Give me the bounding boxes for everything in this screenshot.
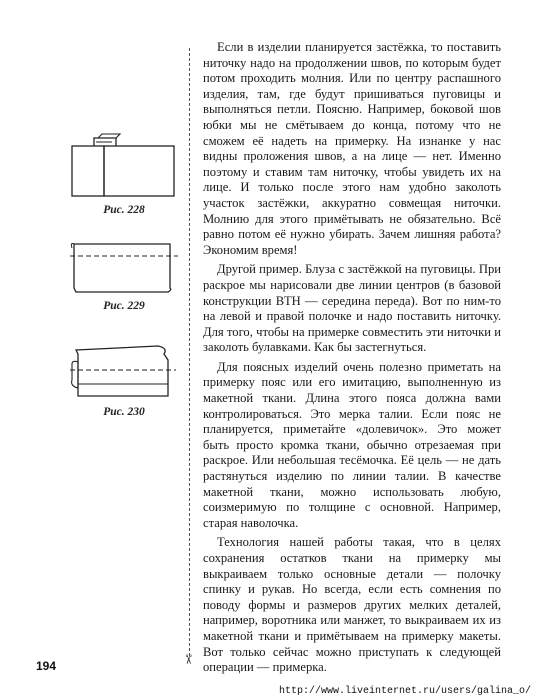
figure-228-drawing [68,130,180,202]
main-text-column [203,40,501,680]
paragraph: Технология нашей работы такая, что в целях сохранения остатков ткани на примерку мы выкраиваем только основные детали — полочку спинку и рукав. Но всегда, если есть сомнения по поводу формы и размеров других мелких деталей, например, воротника или манжет, то выкраиваем их из макетной ткани и примётываем на примерку макеты. Вот только сейчас можно приступать к следующей операции — примерка. [203,535,501,675]
figure-caption: Рис. 229 [103,300,145,312]
figure-228 [68,130,180,216]
figure-230-drawing [68,340,180,404]
figure-229 [68,236,180,312]
scissors-icon: ✂ [179,654,195,665]
dashed-cut-line [189,48,190,656]
figure-229-drawing [68,236,180,298]
paragraph: Другой пример. Блуза с застёжкой на пуговицы. При раскрое мы нарисовали две линии центров (в базовой конструкции ВТН — середина переда). Вот по ним-то на левой и правой полочке и надо поставить ниточку. Для того, чтобы на примерке совместить эти ниточки и заколоть булавками. Как бы застегнуться. [203,262,501,355]
page-number: 194 [36,659,57,673]
watermark-url: http://www.liveinternet.ru/users/galina_o/ [278,686,531,697]
figure-caption: Рис. 230 [103,406,145,418]
figure-caption: Рис. 228 [103,204,145,216]
paragraph: Если в изделии планируется застёжка, то поставить ниточку надо на продолжении швов, по которым будет потом проходить молния. Или по центру распашного изделия, там, где будут пришиваться пуговицы и выполняться петли. Поясню. Например, боковой шов юбки мы не смётываем до конца, потому что не сможем её надеть на примерку. На изнанке у нас видны проложения швов, а на лице — нет. Именно поэтому и ставим там ниточку, чтобы увидеть их на лице. И только после этого нам удобно заколоть участок застёжки, аккуратно совмещая ниточки. Молнию для этого примётывать не обязательно. Всё равно потом её нужно убирать. Зачем лишняя работа? Экономим время! [203,40,501,257]
paragraph: Для поясных изделий очень полезно приметать на примерку пояс или его имитацию, выполненную из макетной ткани. Длина этого пояса должна вами контролироваться. Это мерка талии. Если пояс не планируется, приметайте «долевичок». Это может быть просто кромка ткани, обычно отрезаемая при раскрое. Или небольшая тесёмочка. Её цель — не дать растянуться изделию по линии талии. В качестве макетной ткани, можно использовать любую, соизмеримую по толщине с основной. Например, старая наволочка. [203,359,501,530]
figure-230 [68,340,180,418]
